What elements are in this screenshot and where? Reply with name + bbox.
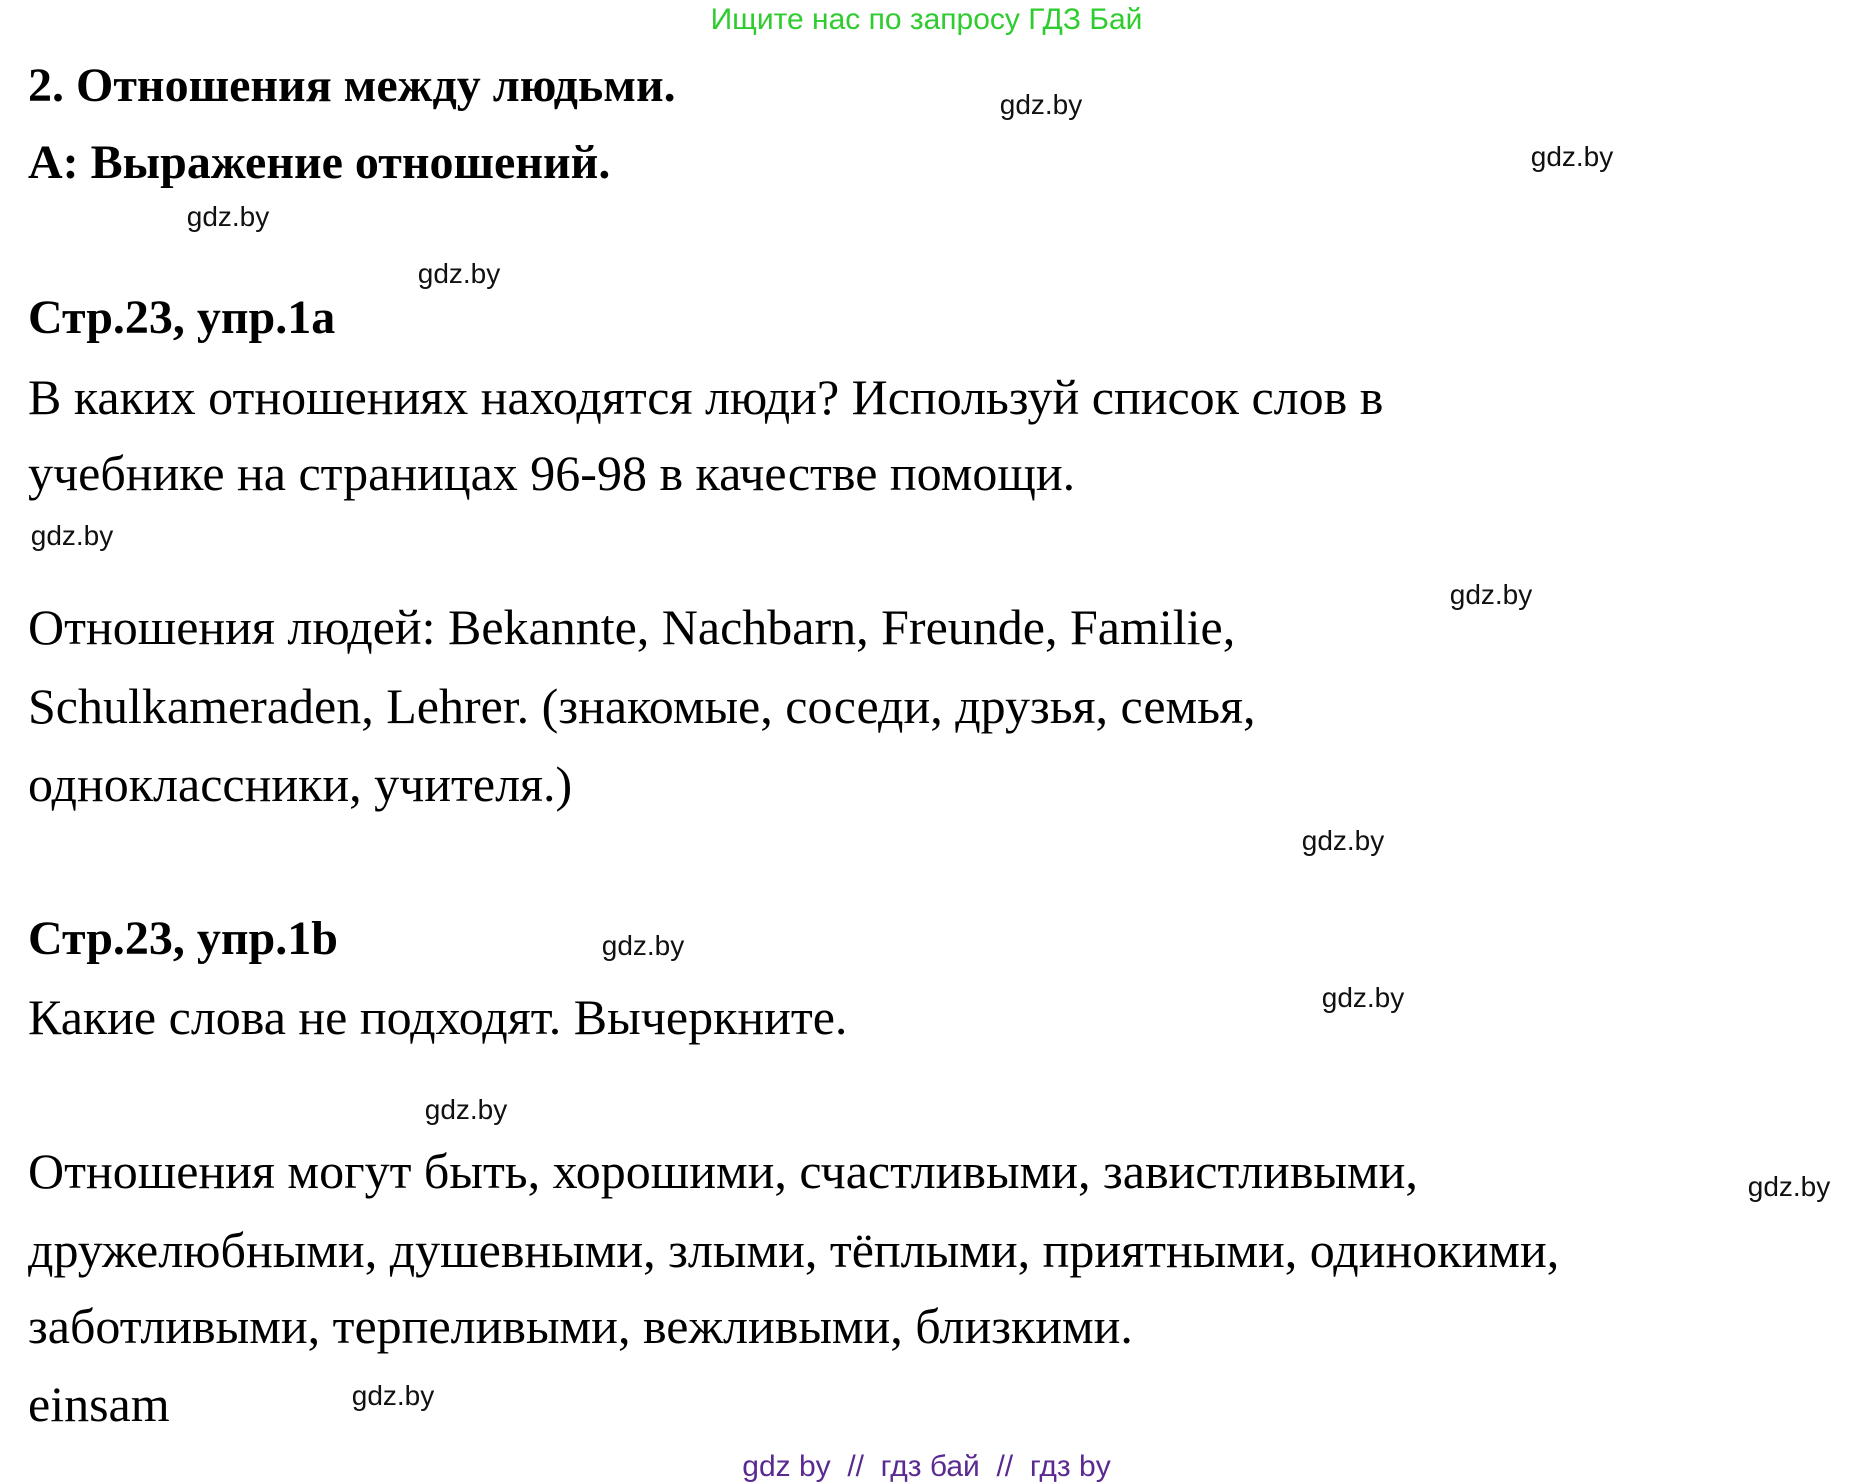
answer-word: einsam	[28, 1376, 170, 1432]
watermark: gdz.by	[1530, 141, 1614, 172]
watermark: gdz.by	[1321, 982, 1405, 1013]
task-line: Какие слова не подходят. Вычеркните.	[28, 989, 848, 1045]
section-heading-1a: Стр.23, упр.1a	[28, 291, 336, 344]
search-banner: Ищите нас по запросу ГДЗ Бай	[710, 3, 1143, 36]
answer-line: Schulkameraden, Lehrer. (знакомые, соседи, друзья, семья,	[28, 678, 1256, 734]
watermark: gdz.by	[417, 258, 501, 289]
page-subtitle: A: Выражение отношений.	[28, 136, 611, 189]
answer-line: Отношения людей: Bekannte, Nachbarn, Freunde, Familie,	[28, 599, 1236, 655]
watermark: gdz.by	[424, 1094, 508, 1125]
answer-line: Отношения могут быть, хорошими, счастливыми, завистливыми,	[28, 1143, 1418, 1199]
watermark: gdz.by	[999, 89, 1083, 120]
page-title: 2. Отношения между людьми.	[28, 59, 676, 112]
answer-line: дружелюбными, душевными, злыми, тёплыми, приятными, одинокими,	[28, 1222, 1560, 1278]
footer-links: gdz by // гдз бай // гдз by	[742, 1450, 1111, 1483]
watermark: gdz.by	[30, 520, 114, 551]
answer-line: одноклассники, учителя.)	[28, 756, 573, 812]
watermark: gdz.by	[1449, 579, 1533, 610]
watermark: gdz.by	[186, 201, 270, 232]
answer-line: заботливыми, терпеливыми, вежливыми, близкими.	[28, 1298, 1133, 1354]
watermark: gdz.by	[351, 1380, 435, 1411]
section-heading-1b: Стр.23, упр.1b	[28, 912, 338, 965]
watermark: gdz.by	[1747, 1171, 1831, 1202]
task-line: учебнике на страницах 96-98 в качестве помощи.	[28, 445, 1076, 501]
task-line: В каких отношениях находятся люди? Используй список слов в	[28, 369, 1384, 425]
watermark: gdz.by	[601, 930, 685, 961]
watermark: gdz.by	[1301, 825, 1385, 856]
